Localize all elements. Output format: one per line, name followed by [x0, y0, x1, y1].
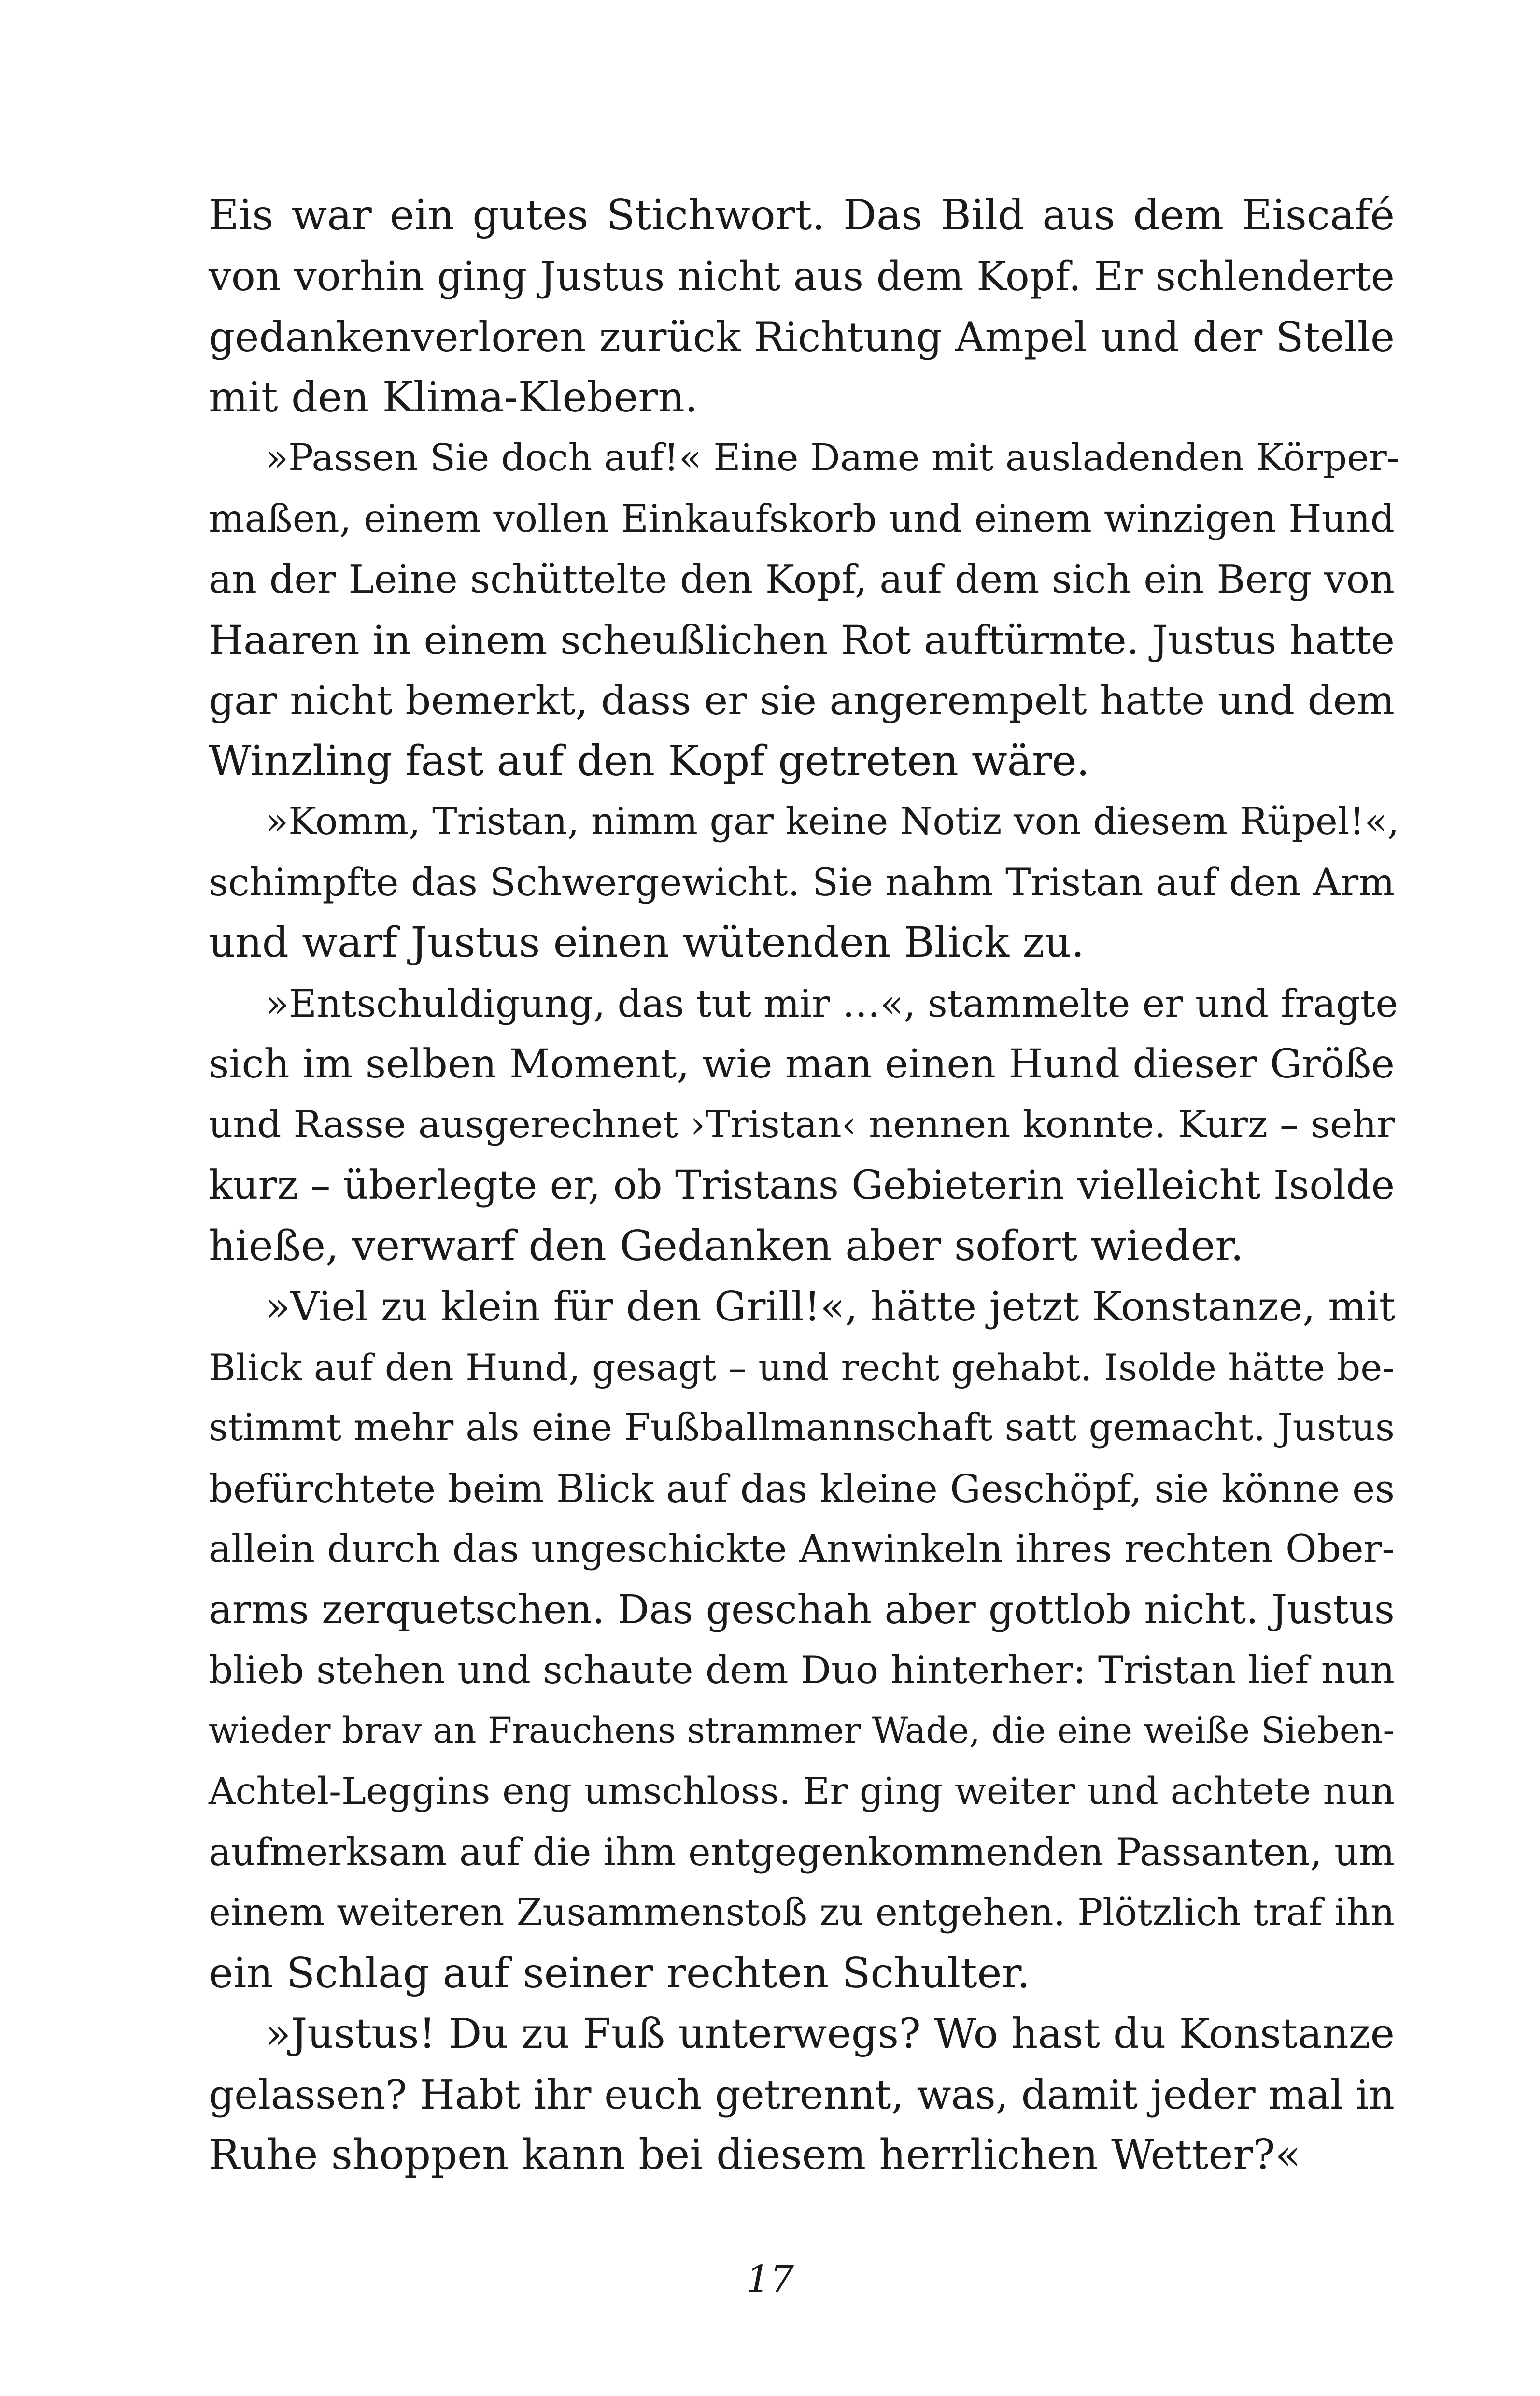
text-line: »Passen Sie doch auf!« Eine Dame mit ausladenden Körper- — [266, 436, 1399, 480]
text-line: befürchtete beim Blick auf das kleine Geschöpf, sie könne es — [209, 1466, 1395, 1511]
text-line: »Viel zu klein für den Grill!«, hätte jetzt Konstanze, mit — [266, 1283, 1396, 1330]
text-line: gelassen? Habt ihr euch getrennt, was, damit jeder mal in — [209, 2071, 1395, 2118]
text-line: Achtel-Leggins eng umschloss. Er ging weiter und achtete nun — [209, 1770, 1395, 1813]
text-line: mit den Klima-Klebern. — [209, 373, 698, 422]
text-line: Blick auf den Hund, gesagt – und recht gehabt. Isolde hätte be- — [209, 1346, 1395, 1389]
text-line: »Justus! Du zu Fuß unterwegs? Wo hast du Konstanze — [266, 2010, 1395, 2058]
page-number: 17 — [746, 2258, 794, 2301]
paragraph — [209, 792, 1399, 974]
text-line: von vorhin ging Justus nicht aus dem Kopf. Er schlenderte — [209, 253, 1395, 300]
text-line: gar nicht bemerkt, dass er sie angerempelt hatte und dem — [209, 677, 1395, 724]
text-line: blieb stehen und schaute dem Duo hinterher: Tristan lief nun — [209, 1648, 1395, 1692]
text-line: stimmt mehr als eine Fußballmannschaft satt gemacht. Justus — [209, 1406, 1395, 1449]
paragraph — [209, 185, 1395, 428]
text-line: gedankenverloren zurück Richtung Ampel und der Stelle — [209, 313, 1395, 361]
text-line: an der Leine schüttelte den Kopf, auf dem sich ein Berg von — [209, 556, 1395, 602]
text-line: »Entschuldigung, das tut mir …«, stammelte er und fragte — [266, 981, 1399, 1026]
text-line: und warf Justus einen wütenden Blick zu. — [209, 919, 1085, 967]
paragraph — [209, 428, 1399, 792]
text-line: schimpfte das Schwergewicht. Sie nahm Tristan auf den Arm — [209, 860, 1395, 905]
text-line: »Komm, Tristan, nimm gar keine Notiz von diesem Rüpel!«, — [266, 800, 1399, 843]
text-line: wieder brav an Frauchens strammer Wade, die eine weiße Sieben- — [209, 1710, 1395, 1751]
text-line: und Rasse ausgerechnet ›Tristan‹ nennen konnte. Kurz – sehr — [209, 1103, 1395, 1147]
text-line: einem weiteren Zusammenstoß zu entgehen. Plötzlich traf ihn — [209, 1891, 1395, 1934]
text-line: sich im selben Moment, wie man einen Hund dieser Größe — [209, 1041, 1395, 1087]
text-line: Haaren in einem scheußlichen Rot auftürmte. Justus hatte — [209, 616, 1395, 664]
body-text — [209, 185, 1399, 2186]
text-line: kurz – überlegte er, ob Tristans Gebieterin vielleicht Isolde — [209, 1163, 1395, 1208]
text-line: ein Schlag auf seiner rechten Schulter. — [209, 1949, 1031, 1998]
paragraph — [209, 1276, 1395, 2004]
paragraph — [209, 974, 1399, 1277]
text-line: Ruhe shoppen kann bei diesem herrlichen Wetter?« — [209, 2131, 1301, 2179]
text-line: maßen, einem vollen Einkaufskorb und einem winzigen Hund — [209, 496, 1395, 541]
text-line: arms zerquetschen. Das geschah aber gottlob nicht. Justus — [209, 1587, 1395, 1633]
text-line: Eis war ein gutes Stichwort. Das Bild aus dem Eiscafé — [209, 191, 1395, 240]
text-line: aufmerksam auf die ihm entgegenkommenden Passanten, um — [209, 1829, 1395, 1874]
text-line: hieße, verwarf den Gedanken aber sofort wieder. — [209, 1221, 1244, 1270]
paragraph — [209, 2004, 1395, 2186]
text-line: allein durch das ungeschickte Anwinkeln ihres rechten Ober- — [209, 1527, 1395, 1571]
text-line: Winzling fast auf den Kopf getreten wäre. — [209, 737, 1090, 785]
